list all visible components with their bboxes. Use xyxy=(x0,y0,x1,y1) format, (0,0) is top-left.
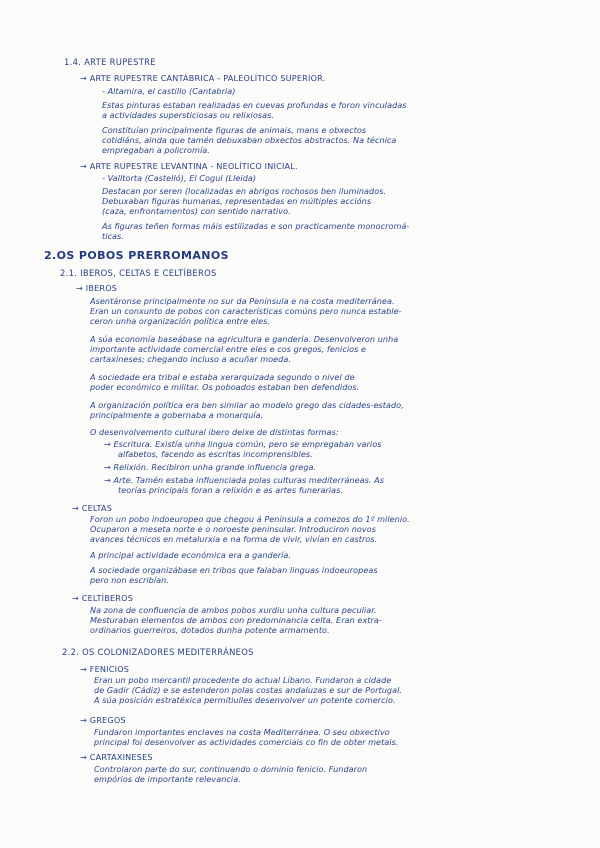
section-heading-pobos-prerromanos: 2.OS POBOS PRERROMANOS xyxy=(44,249,229,262)
bullet-relixion: → Relixión. Recibiron unha grande influencia grega. xyxy=(104,462,317,472)
subheading-gregos: → GREGOS xyxy=(80,715,126,725)
paragraph-line: Ocuparon a meseta norte e o noroeste peninsular. Introduciron novos xyxy=(90,524,377,534)
bullet-arte-cont: teorías principais foran a relixión e as artes funerarias. xyxy=(118,485,344,495)
subheading-celtas: → CELTAS xyxy=(72,503,113,513)
paragraph-line: Debuxaban figuras humanas, representadas en múltiples accións xyxy=(102,196,372,206)
paragraph-line: a actividades supersticiosas ou relixiosas. xyxy=(102,110,275,120)
subheading-iberos: → IBEROS xyxy=(76,283,118,293)
paragraph-line: Controlaron parte do sur, continuando o dominio fenicio. Fundaron xyxy=(94,764,368,774)
paragraph-line: de Gadir (Cádiz) e se estenderon polas costas andaluzas e sur de Portugal. xyxy=(94,685,403,695)
paragraph-line: Foron un pobo indoeuropeo que chegou á Península a comezos do 1º milenio. xyxy=(90,514,410,524)
paragraph-line: A súa posición estratéxica permitiulles desenvolver un potente comercio. xyxy=(94,695,396,705)
subheading-fenicios: → FENICIOS xyxy=(80,664,130,674)
bullet-escritura: → Escritura. Existía unha lingua común, pero se empregaban varios xyxy=(104,439,382,449)
paragraph-line: O desenvolvemento cultural ibero deixe de distintas formas: xyxy=(90,427,339,437)
paragraph-line: ticas. xyxy=(102,231,124,241)
paragraph-line: avances técnicos en metalurxia e na forma de vivir, vivían en castros. xyxy=(90,534,378,544)
paragraph-line: ceron unha organización política entre eles. xyxy=(90,316,271,326)
paragraph-line: poder económico e militar. Os poboados estaban ben defendidos. xyxy=(90,382,360,392)
paragraph-line: (caza, enfrontamentos) con sentido narrativo. xyxy=(102,206,291,216)
subheading-cantabrica: → ARTE RUPESTRE CANTÁBRICA - PALEOLÍTICO SUPERIOR. xyxy=(80,73,326,83)
paragraph-line: Mesturaban elementos de ambos con predominancia celta. Eran extra- xyxy=(90,615,382,625)
paragraph-line: A organización política era ben similar ao modelo grego das cidades-estado, xyxy=(90,400,404,410)
paragraph-line: A principal actividade económica era a gandería. xyxy=(90,550,292,560)
sites-levantina: - Valltorta (Castelló), El Cogul (Lleida) xyxy=(102,173,257,183)
paragraph-line: ordinarios guerreiros, dotados dunha potente armamento. xyxy=(90,625,330,635)
bullet-arte: → Arte. Tamén estaba influenciada polas culturas mediterráneas. As xyxy=(104,475,384,485)
subheading-levantina: → ARTE RUPESTRE LEVANTINA - NEOLÍTICO INICIAL. xyxy=(80,161,298,171)
paragraph-line: A sociedade era tribal e estaba xerarquizada segundo o nivel de xyxy=(90,372,355,382)
subheading-celtiberos: → CELTÍBEROS xyxy=(72,593,134,603)
subheading-cartaxineses: → CARTAXINESES xyxy=(80,752,153,762)
paragraph-line: Na zona de confluencia de ambos pobos xurdiu unha cultura peculiar. xyxy=(90,605,377,615)
paragraph-line: empórios de importante relevancia. xyxy=(94,774,241,784)
paragraph-line: pero non escribían. xyxy=(90,575,169,585)
sites-cantabrica: - Altamira, el castillo (Cantabria) xyxy=(102,86,236,96)
paragraph-line: Destacan por seren (localizadas en abrigos rochosos ben iluminados. xyxy=(102,186,387,196)
paragraph-line: Eran un conxunto de pobos con características comúns pero nunca estable- xyxy=(90,306,402,316)
paragraph-line: empregaban a policromía. xyxy=(102,145,210,155)
paragraph-line: A sociedade organizábase en tribos que falaban linguas indoeuropeas xyxy=(90,565,378,575)
paragraph-line: Eran un pobo mercantil procedente do actual Líbano. Fundaron a cidade xyxy=(94,675,392,685)
paragraph-line: As figuras teñen formas máis estilizadas e son practicamente monocromá- xyxy=(102,221,410,231)
section-heading-arte-rupestre: 1.4. ARTE RUPESTRE xyxy=(64,57,156,67)
paragraph-line: Constituían principalmente figuras de animais, mans e obxectos xyxy=(102,125,367,135)
paragraph-line: cotidiáns, ainda que tamén debuxaban obxectos abstractos. Na técnica xyxy=(102,135,397,145)
paragraph-line: cartaxineses; chegando incluso a acuñar moeda. xyxy=(90,354,291,364)
paragraph-line: Asentáronse principalmente no sur da Península e na costa mediterránea. xyxy=(90,296,395,306)
paragraph-line: Fundaron importantes enclaves na costa Mediterránea. O seu obxectivo xyxy=(94,727,390,737)
paragraph-line: principalmente a gobernaba a monarquía. xyxy=(90,410,264,420)
paragraph-line: importante actividade comercial entre eles e cos gregos, fenicios e xyxy=(90,344,367,354)
subsection-heading-colonizadores: 2.2. OS COLONIZADORES MEDITERRÁNEOS xyxy=(62,647,254,657)
bullet-escritura-cont: alfabetos, facendo as escritas incomprensibles. xyxy=(118,449,313,459)
paragraph-line: Estas pinturas estaban realizadas en cuevas profundas e foron vinculadas xyxy=(102,100,407,110)
paragraph-line: principal foi desenvolver as actividades comerciais co fin de obter metais. xyxy=(94,737,399,747)
paragraph-line: A súa economía baseábase na agricultura e gandería. Desenvolveron unha xyxy=(90,334,399,344)
subsection-heading-iberos-celtas: 2.1. IBEROS, CELTAS E CELTÍBEROS xyxy=(60,268,217,278)
